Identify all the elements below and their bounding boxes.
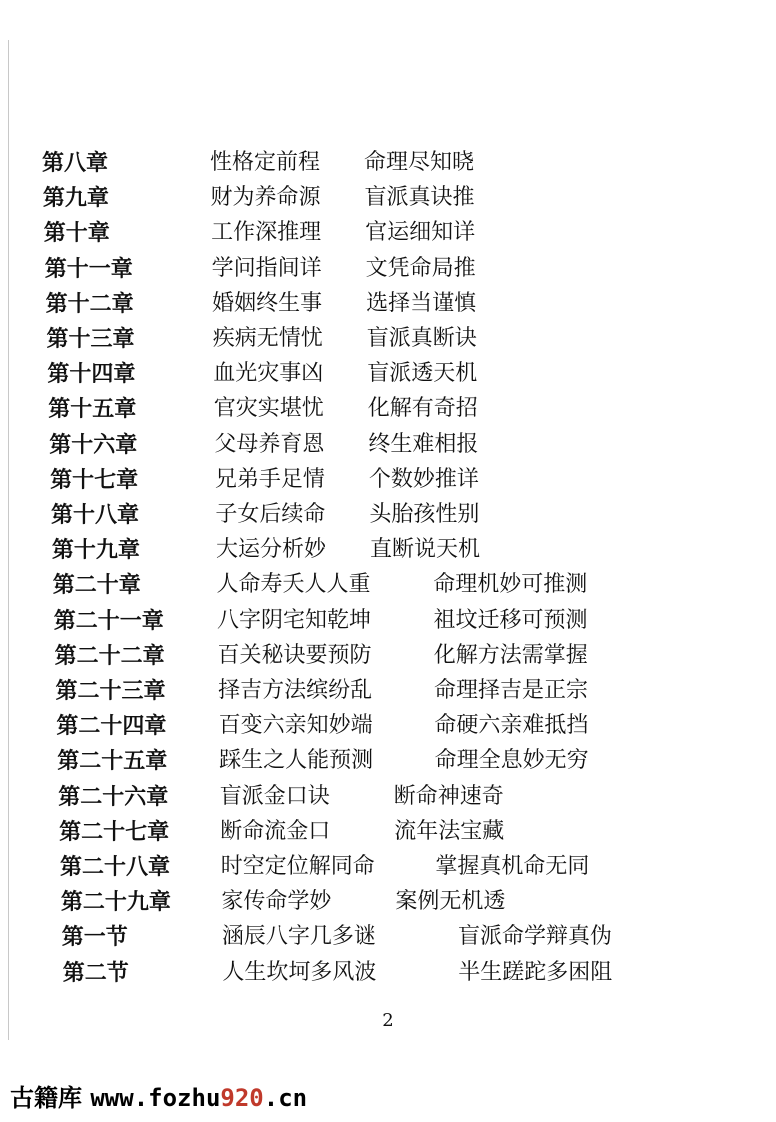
toc-title-first: 官灾实堪忧 [213,396,324,422]
toc-title-first: 性格定前程 [210,150,321,175]
toc-row [0,289,776,323]
toc-row [0,394,776,428]
toc-chapter: 第二十四章 [56,713,167,740]
toc-chapter: 第二十七章 [59,818,170,845]
toc-row [0,958,776,992]
toc-title-second: 命理全息妙无穷 [434,748,589,774]
watermark-brand: 古籍库 [10,1084,82,1112]
toc-row [0,711,776,745]
toc-chapter: 第十七章 [50,466,139,493]
toc-title-second: 官运细知详 [365,220,476,246]
toc-title-second: 直断说天机 [369,537,480,563]
toc-row [0,817,776,851]
toc-title-first: 婚姻终生事 [212,290,323,316]
watermark-site-prefix: www.fozhu [90,1084,221,1112]
toc-chapter: 第二十二章 [54,642,165,669]
toc-title-first: 大运分析妙 [215,537,326,563]
toc-chapter: 第十八章 [51,502,140,528]
watermark-site-number: 920 [220,1084,264,1112]
toc-row [0,746,776,780]
toc-title-second: 流年法宝藏 [394,818,505,844]
toc-chapter: 第二十九章 [60,889,171,916]
toc-title-second: 盲派命学辩真伪 [457,924,612,950]
toc-title-second: 祖坟迁移可预测 [433,607,588,633]
toc-row [0,465,776,499]
toc-row [0,500,776,534]
toc-row [0,606,776,640]
toc-title-second: 选择当谨慎 [366,290,477,316]
toc-title-first: 择吉方法缤纷乱 [218,678,373,703]
toc-title-first: 踩生之人能预测 [219,748,374,774]
toc-title-first: 百变六亲知妙端 [218,713,373,739]
toc-chapter: 第十一章 [44,255,133,282]
toc-chapter: 第一节 [61,924,128,951]
watermark-footer [10,1078,307,1113]
toc-chapter: 第二十五章 [57,748,168,775]
toc-title-first: 兄弟手足情 [214,466,325,492]
toc-row [0,676,776,710]
toc-row [0,359,776,393]
toc-title-second: 盲派真断诀 [366,326,477,351]
toc-chapter: 第十六章 [49,431,138,458]
toc-row [0,148,776,182]
toc-row [0,782,776,816]
toc-chapter: 第十章 [43,220,110,247]
toc-row [0,641,776,675]
toc-title-second: 半生蹉跎多困阻 [458,959,613,985]
watermark-site [90,1084,307,1112]
toc-chapter: 第二十六章 [58,783,169,810]
toc-row [0,922,776,956]
toc-row [0,570,776,604]
toc-title-second: 头胎孩性别 [369,502,480,527]
toc-title-first: 涵辰八字几多谜 [221,924,376,950]
toc-chapter: 第九章 [42,185,109,212]
toc-chapter: 第二十三章 [55,678,166,704]
toc-chapter: 第十四章 [47,361,136,388]
toc-chapter: 第二十八章 [60,854,171,880]
toc-title-first: 盲派金口诀 [219,783,330,809]
toc-title-first: 断命流金口 [220,818,331,844]
toc-title-second: 化解有奇招 [367,396,478,422]
toc-title-first: 工作深推理 [211,220,322,246]
toc-title-second: 终生难相报 [368,431,479,457]
toc-title-first: 百关秘诀要预防 [217,642,372,668]
toc-chapter: 第八章 [42,150,109,176]
toc-title-second: 命理机妙可推测 [433,572,588,598]
toc-title-first: 父母养育恩 [214,431,325,457]
toc-row [0,430,776,464]
toc-title-first: 人生坎坷多风波 [222,959,377,985]
page-number: 2 [382,1010,394,1031]
toc-title-first: 学问指间详 [211,255,322,281]
toc-row [0,887,776,921]
toc-row [0,183,776,217]
toc-title-second: 掌握真机命无同 [435,854,590,879]
toc-title-first: 子女后续命 [215,502,326,527]
toc-title-first: 家传命学妙 [221,889,332,915]
toc-title-second: 案例无机透 [395,889,506,915]
toc-title-second: 命理尽知晓 [364,150,475,175]
toc-chapter: 第十九章 [51,537,140,564]
toc-title-first: 血光灾事凶 [213,361,324,387]
toc-title-second: 盲派真诀推 [364,185,475,211]
toc-title-first: 时空定位解同命 [220,854,375,879]
toc-title-first: 疾病无情忧 [212,326,323,351]
toc-chapter: 第十五章 [48,396,137,423]
toc-title-first: 八字阴宅知乾坤 [217,607,372,633]
toc-chapter: 第二十章 [52,572,141,599]
toc-chapter: 第十三章 [46,326,135,352]
toc-row [0,535,776,569]
toc-title-second: 命理择吉是正宗 [434,678,589,703]
toc-title-second: 文凭命局推 [365,255,476,281]
toc-chapter: 第二节 [62,959,129,986]
toc-chapter: 第十二章 [45,290,134,317]
toc-row [0,852,776,886]
toc-title-second: 盲派透天机 [367,361,478,387]
toc-row [0,324,776,358]
toc-title-first: 财为养命源 [210,185,321,211]
toc-chapter: 第二十一章 [53,607,164,634]
toc-title-second: 命硬六亲难抵挡 [434,713,589,739]
toc-title-second: 断命神速奇 [393,783,504,809]
toc-title-second: 个数妙推详 [368,466,479,492]
toc-row [0,254,776,288]
toc-title-first: 人命寿夭人人重 [216,572,371,598]
watermark-site-suffix: .cn [263,1084,308,1112]
toc-title-second: 化解方法需掌握 [433,642,588,668]
toc-row [0,218,776,252]
